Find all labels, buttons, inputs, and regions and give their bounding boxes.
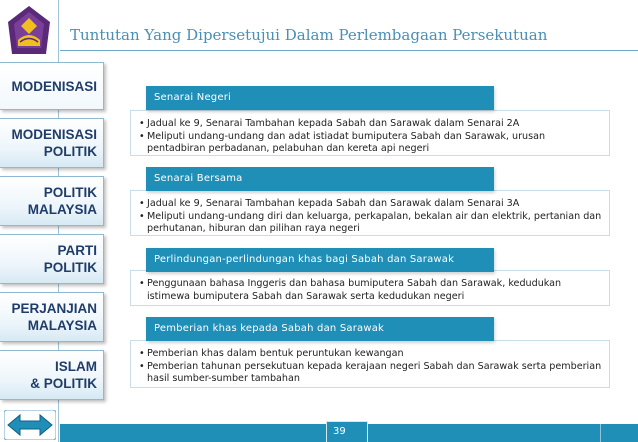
sidebar-item-label: MODENISASI: [11, 78, 97, 94]
university-crest-icon: [6, 4, 52, 56]
page-number: 39: [326, 421, 368, 442]
list-item: • Jadual ke 9, Senarai Tambahan kepada Sabah dan Sarawak dalam Senarai 3A: [139, 198, 603, 211]
sidebar-item-label: MODENISASI: [11, 127, 97, 142]
slide-title: Tuntutan Yang Dipersetujui Dalam Perlembagaan Persekutuan: [70, 26, 548, 44]
section-heading: Perlindungan-perlindungan khas bagi Sabah dan Sarawak: [146, 248, 494, 272]
double-arrow-icon[interactable]: [4, 410, 56, 440]
list-item: • Pemberian tahunan persekutuan kepada kerajaan negeri Sabah dan Sarawak serta pemberian hasil sumber-sumber tambahan: [139, 361, 603, 386]
list-item: • Meliputi undang-undang dan adat istiadat bumiputera Sabah dan Sarawak, urusan pentadbiran perbadanan, pelabuhan dan kereta api negeri: [139, 131, 603, 156]
sidebar-item-label: ISLAM: [55, 359, 97, 374]
list-item: • Pemberian khas dalam bentuk peruntukan kewangan: [139, 348, 603, 361]
list-item: • Jadual ke 9, Senarai Tambahan kepada Sabah dan Sarawak dalam Senarai 2A: [139, 118, 603, 131]
section-box: [130, 190, 610, 236]
sidebar-item-label: PARTI: [57, 243, 97, 258]
sidebar-item-label: MALAYSIA: [27, 318, 97, 333]
sidebar-item-label: POLITIK: [43, 185, 97, 200]
sidebar-item-label: MALAYSIA: [27, 202, 97, 217]
sidebar-item-label: & POLITIK: [30, 376, 97, 391]
sidebar-item-label: POLITIK: [43, 260, 97, 275]
sidebar-item-modenisasi[interactable]: [0, 62, 104, 110]
sidebar-item-perjanjian-malaysia[interactable]: [0, 292, 104, 342]
footer-divider: [600, 424, 601, 442]
sidebar-item-label: PERJANJIAN: [11, 301, 97, 316]
section-box: [130, 110, 610, 156]
sidebar-item-politik-malaysia[interactable]: [0, 176, 104, 226]
section-heading: Pemberian khas kepada Sabah dan Sarawak: [146, 317, 494, 341]
sidebar-item-islam-politik[interactable]: [0, 350, 104, 400]
section-heading: Senarai Negeri: [146, 86, 494, 110]
section-heading: Senarai Bersama: [146, 167, 494, 191]
sidebar-item-modenisasi-politik[interactable]: [0, 118, 104, 168]
list-item: • Meliputi undang-undang diri dan keluarga, perkapalan, bekalan air dan elektrik, pertanian dan perhutanan, hiburan dan pilihan raya negeri: [139, 211, 603, 236]
sidebar-item-label: POLITIK: [43, 144, 97, 159]
sidebar-item-parti-politik[interactable]: [0, 234, 104, 284]
list-item: • Penggunaan bahasa Inggeris dan bahasa bumiputera Sabah dan Sarawak, kedudukan istimewa bumiputera Sabah dan Sarawak serta kedudukan negeri: [139, 278, 603, 303]
section-box: [130, 270, 610, 306]
title-underline: [60, 50, 638, 51]
section-box: [130, 340, 610, 388]
